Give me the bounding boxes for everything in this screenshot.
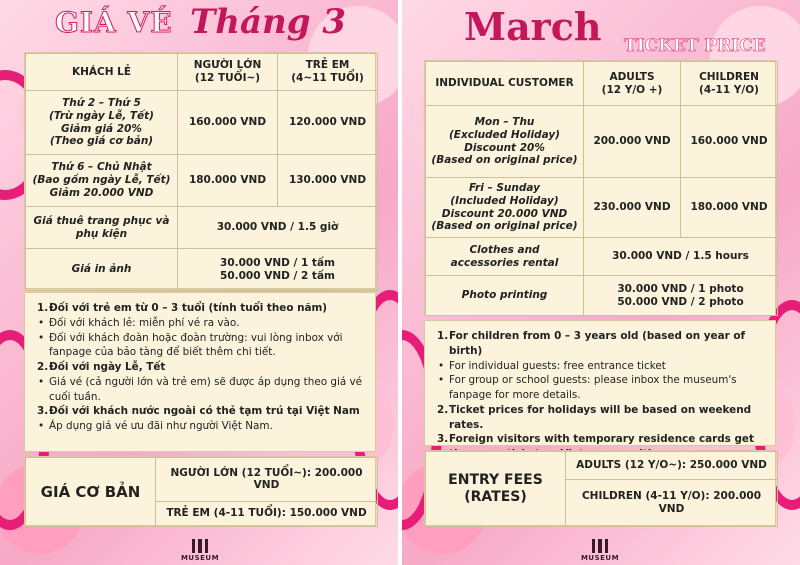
price-table-card (24, 52, 376, 289)
row-weekday-label: Mon – Thu (Excluded Holiday) Discount 20% (Based on original price) (426, 106, 584, 178)
base-price-child: TRẺ EM (4-11 TUỔI): 150.000 VND (156, 501, 378, 526)
panel-english (402, 0, 800, 565)
row-weekend-label: Fri – Sunday (Included Holiday) Discount 20.000 VND (Based on original price) (426, 178, 584, 238)
entry-fees-card (424, 450, 776, 526)
note-2: 2. Đối với ngày Lễ, Tết (37, 361, 166, 374)
row-weekday-child: 160.000 VND (681, 106, 778, 178)
note-3-bullet-1: • Áp dụng giá vé ưu đãi như người Việt Nam. (35, 419, 365, 434)
print-price: 30.000 VND / 1 tấm 50.000 VND / 2 tấm (178, 249, 378, 291)
header-tre-em: TRẺ EM (4~11 TUỔI) (278, 54, 378, 91)
notes-card (424, 320, 776, 446)
note-3: 3. Foreign visitors with temporary residence cards get (437, 433, 754, 446)
row-weekend-child: 130.000 VND (278, 155, 378, 207)
photo-printing-price: 30.000 VND / 1 photo 50.000 VND / 2 photo (584, 276, 778, 316)
clothes-rental-label: Clothes and accessories rental (426, 238, 584, 276)
entry-fees-table (425, 451, 778, 527)
row-weekday-child: 120.000 VND (278, 91, 378, 155)
museum-logo-icon (592, 539, 608, 553)
notes-card (24, 292, 376, 452)
note-1-bullet-2: • For group or school guests: please inbox the museum's fanpage for more details. (435, 373, 765, 403)
base-price-table (25, 457, 378, 527)
print-label: Giá in ảnh (26, 249, 178, 291)
note-1-bullet-1: • For individual guests: free entrance ticket (435, 359, 765, 374)
header-adults: ADULTS (12 Y/O +) (584, 62, 681, 106)
notes-list (25, 293, 375, 440)
base-price-adult: NGƯỜI LỚN (12 TUỔI~): 200.000 VND (156, 458, 378, 502)
header-nguoi-lon: NGƯỜI LỚN (12 TUỔI~) (178, 54, 278, 91)
row-weekday-adult: 160.000 VND (178, 91, 278, 155)
header-individual: INDIVIDUAL CUSTOMER (426, 62, 584, 106)
price-table (25, 53, 378, 291)
row-weekend-child: 180.000 VND (681, 178, 778, 238)
header-khach-le: KHÁCH LẺ (26, 54, 178, 91)
note-1: 1. Đối với trẻ em từ 0 – 3 tuổi (tính tuổi theo năm) (37, 302, 328, 314)
photo-printing-label: Photo printing (426, 276, 584, 316)
title-thang-3: Tháng 3 (190, 2, 347, 42)
panel-vietnamese (0, 0, 398, 565)
note-1-bullet-1: • Đối với khách lẻ: miễn phí vé ra vào. (35, 316, 365, 331)
row-weekend-label: Thứ 6 – Chủ Nhật (Bao gồm ngày Lễ, Tết) Giảm 20.000 VND (26, 155, 178, 207)
costume-price: 30.000 VND / 1.5 giờ (178, 207, 378, 249)
note-2: 2. Ticket prices for holidays will be based on weekend rates. (437, 403, 752, 431)
entry-fees-label: ENTRY FEES (RATES) (426, 452, 566, 527)
museum-logo: MUSEUM (570, 539, 630, 562)
entry-fees-adult: ADULTS (12 Y/O~): 250.000 VND (566, 452, 778, 480)
row-weekday-adult: 200.000 VND (584, 106, 681, 178)
title-march: March (464, 4, 602, 49)
museum-logo-icon (192, 539, 208, 553)
base-price-label: GIÁ CƠ BẢN (26, 458, 156, 527)
title-gia-ve: GIÁ VÉ (55, 6, 173, 39)
row-weekday-label: Thứ 2 – Thứ 5 (Trừ ngày Lễ, Tết) Giảm giá 20% (Theo giá cơ bản) (26, 91, 178, 155)
costume-label: Giá thuê trang phục và phụ kiện (26, 207, 178, 249)
note-1-bullet-2: • Đối với khách đoàn hoặc đoàn trường: vui lòng inbox với fanpage của bảo tàng để biết thêm chi tiết. (35, 331, 365, 361)
entry-fees-child: CHILDREN (4-11 Y/O): 200.000 VND (566, 479, 778, 526)
notes-list (425, 321, 775, 468)
base-price-card (24, 456, 376, 526)
header-children: CHILDREN (4-11 Y/O) (681, 62, 778, 106)
clothes-rental-price: 30.000 VND / 1.5 hours (584, 238, 778, 276)
row-weekend-adult: 180.000 VND (178, 155, 278, 207)
note-3: 3. Đối với khách nước ngoài có thẻ tạm trú tại Việt Nam (37, 405, 360, 418)
title-ticket-price: TICKET PRICE (624, 36, 766, 56)
price-table (425, 61, 778, 316)
price-table-card (424, 60, 776, 316)
note-1: 1. For children from 0 – 3 years old (based on year of birth) (437, 330, 745, 357)
note-2-bullet-1: • Giá vé (cả người lớn và trẻ em) sẽ được áp dụng theo giá vé cuối tuần. (35, 375, 365, 405)
row-weekend-adult: 230.000 VND (584, 178, 681, 238)
museum-logo: MUSEUM (170, 539, 230, 562)
